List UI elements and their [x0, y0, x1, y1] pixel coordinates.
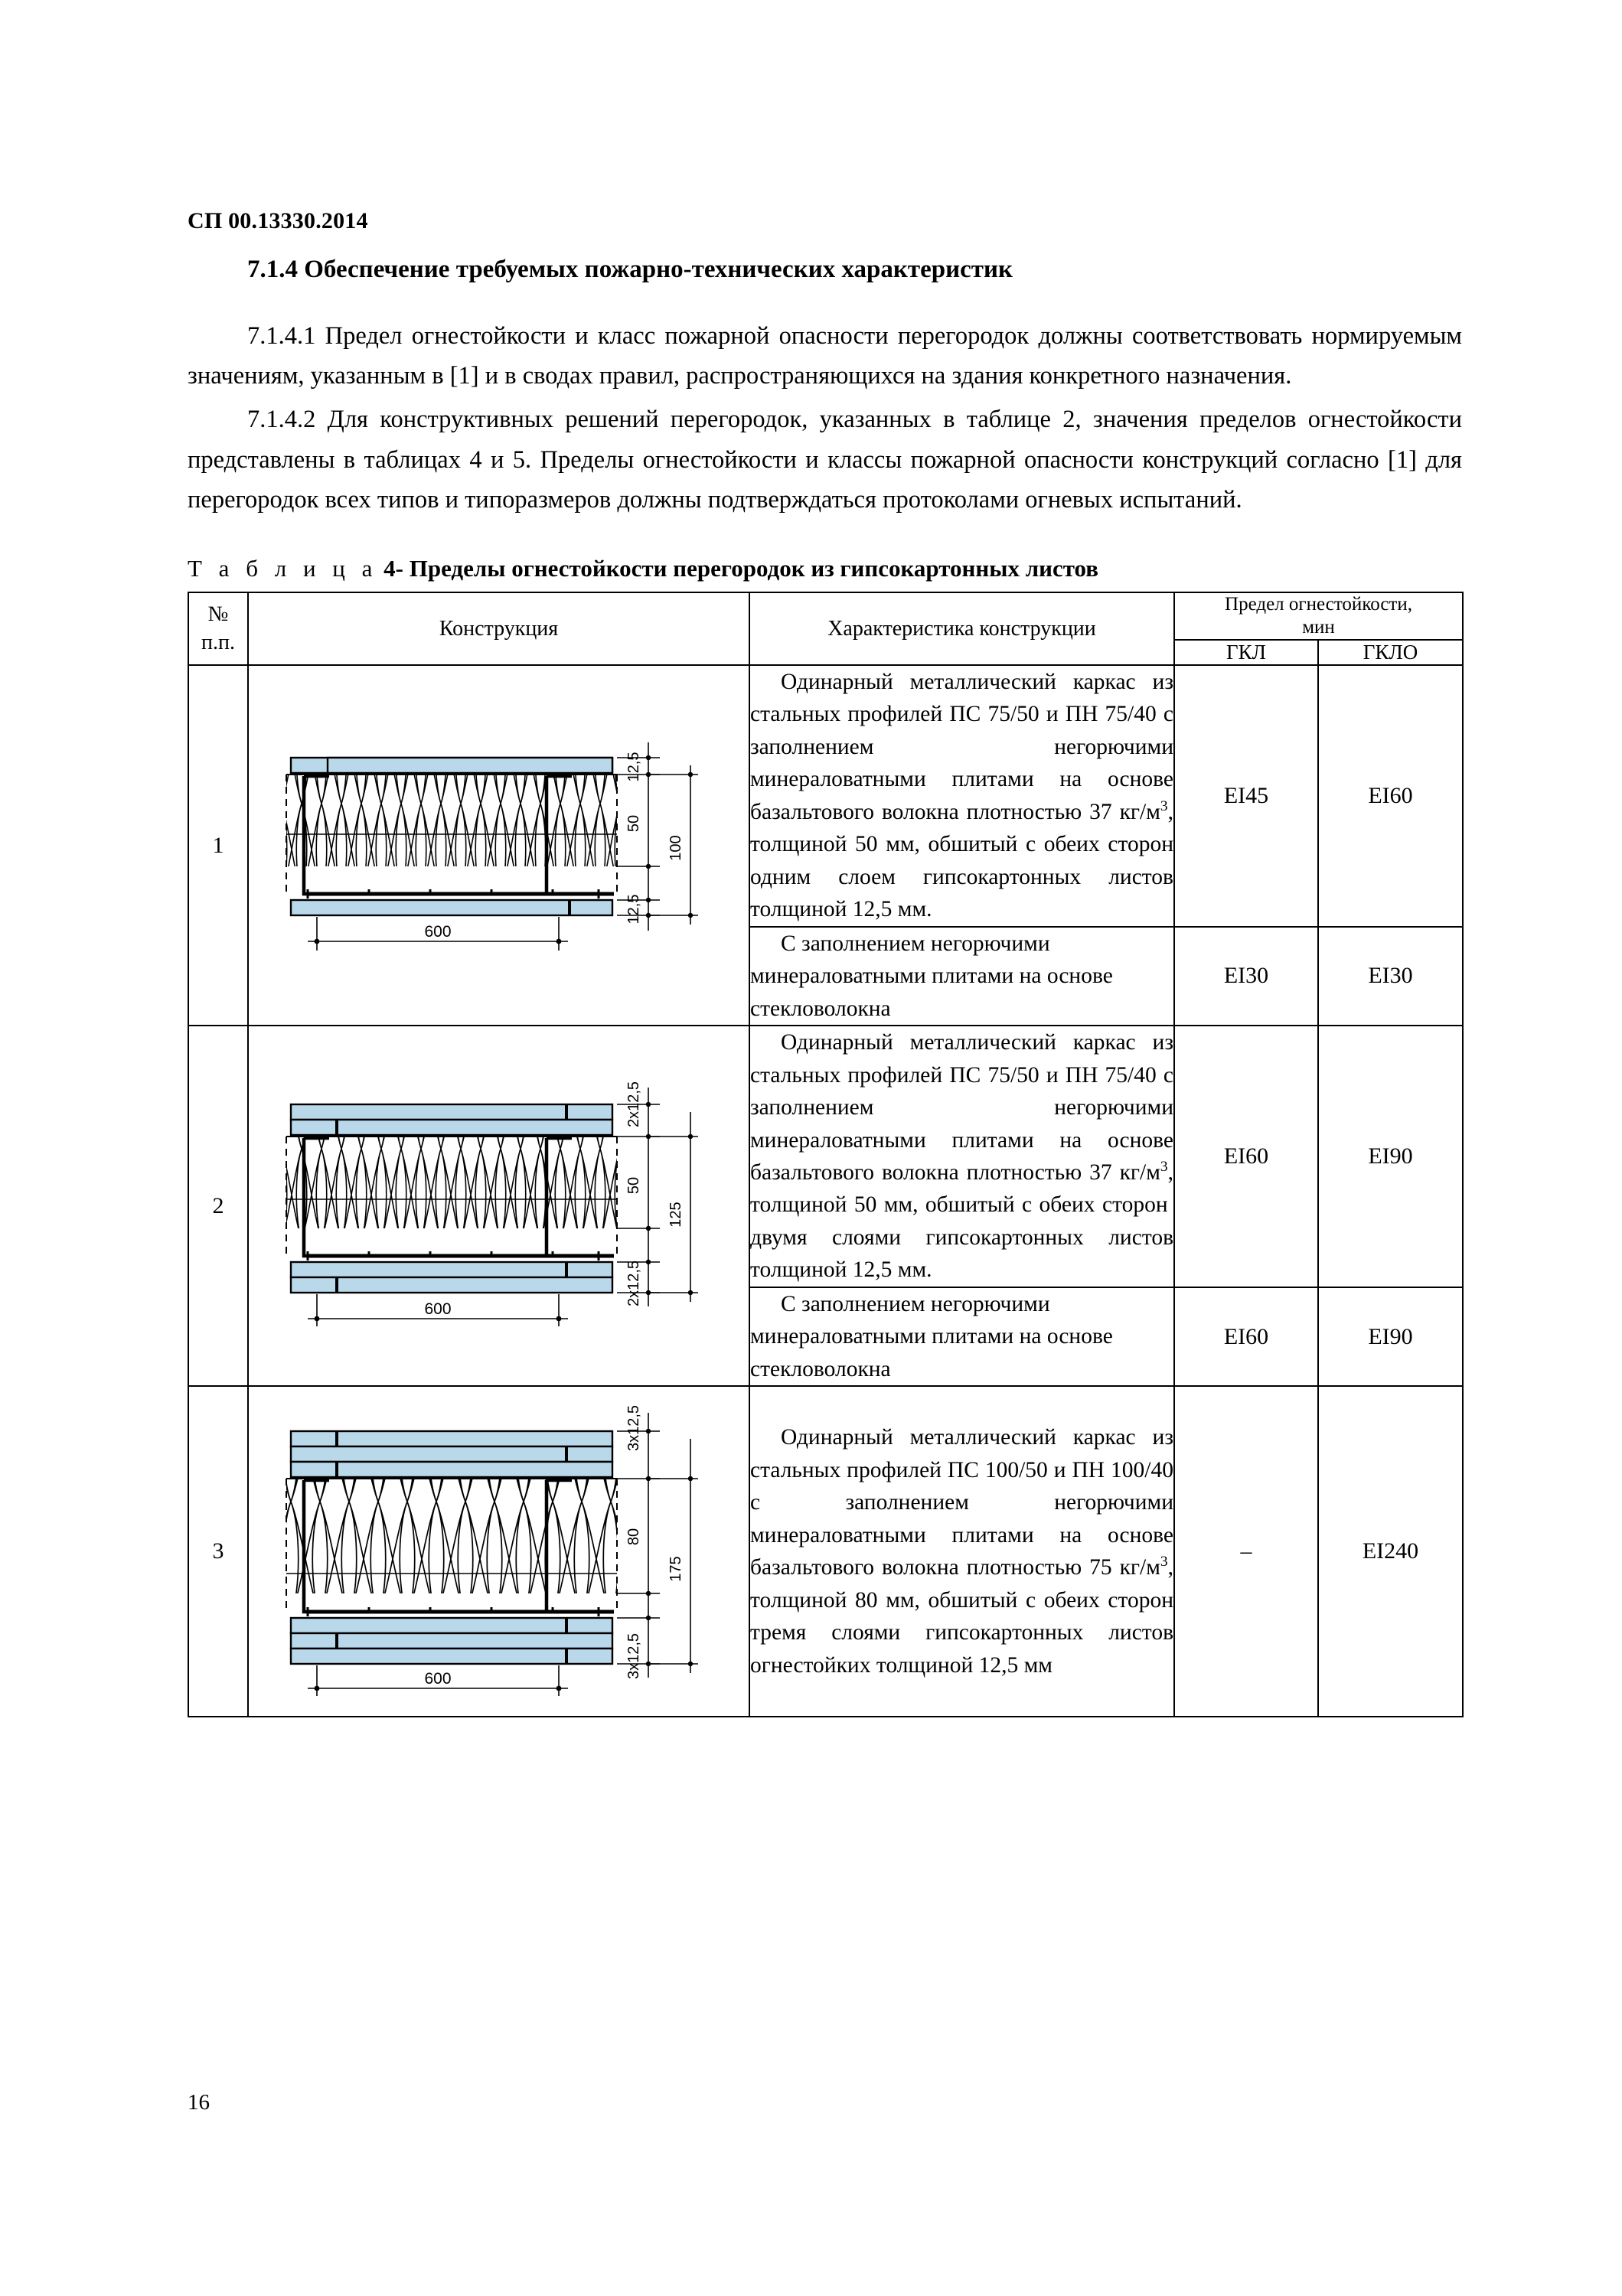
dim-bottom-2: 2х12,5	[625, 1260, 642, 1306]
characteristic-text: С заполнением негорючими минераловатными плитами на основе стекловолокна	[749, 1287, 1174, 1386]
table-caption	[188, 554, 1462, 582]
value-gklo: EI90	[1318, 1287, 1463, 1386]
header-fire-limit	[1174, 592, 1463, 640]
value-gklo: EI90	[1318, 1026, 1463, 1287]
drawing-wrapper	[249, 1387, 749, 1716]
construction-drawing-2	[248, 1026, 749, 1386]
dim-bottom-3: 3х12,5	[625, 1633, 642, 1680]
page-content	[188, 208, 1462, 1717]
table-row	[188, 665, 1463, 927]
construction-drawing-1	[248, 665, 749, 1026]
header-construction: Конструкция	[248, 592, 749, 665]
value-gkl: EI30	[1174, 927, 1318, 1026]
value-gklo: EI60	[1318, 665, 1463, 927]
page-number: 16	[188, 2090, 210, 2115]
table-row	[188, 1026, 1463, 1287]
header-gkl: ГКЛ	[1174, 640, 1318, 665]
partition-section-drawing-3	[262, 1387, 736, 1716]
table-head	[188, 592, 1463, 665]
dim-total-2: 125	[667, 1202, 684, 1228]
characteristic-text: Одинарный металлический каркас из стальных профилей ПС 100/50 и ПН 100/40 с заполнением негорючими минераловатными плитами на основе базальтового волокна плотностью 75 $кг/м^3$, толщиной 80 мм, обшитый с обеих сторон тремя слоями гипсокартонных листов огнестойких толщиной 12,5 мм	[749, 1386, 1174, 1717]
partition-section-drawing-2	[262, 1057, 736, 1355]
dim-mid-3: 80	[625, 1528, 642, 1546]
table-caption-dash: -	[395, 554, 403, 582]
table-caption-label: Т а б л и ц а	[188, 554, 378, 582]
drawing-wrapper	[249, 712, 749, 980]
table-caption-number: 4	[383, 554, 396, 582]
dim-mid-2: 50	[625, 1176, 642, 1194]
value-gkl: –	[1174, 1386, 1318, 1717]
dim-width-1: 600	[423, 922, 452, 941]
header-number-line2: п.п.	[201, 631, 235, 655]
dim-total-1: 100	[667, 834, 684, 861]
construction-drawing-3	[248, 1386, 749, 1717]
dim-top-1: 12,5	[625, 752, 642, 782]
drawing-wrapper	[249, 1057, 749, 1355]
row-number: 1	[188, 665, 248, 1026]
row-number: 3	[188, 1386, 248, 1717]
dim-top-2: 2х12,5	[625, 1081, 642, 1127]
header-fire-limit-line1: Предел огнестойкости,	[1225, 593, 1412, 615]
dim-mid-1: 50	[625, 814, 642, 832]
header-gklo: ГКЛО	[1318, 640, 1463, 665]
characteristic-text: Одинарный металлический каркас из стальных профилей ПС 75/50 и ПН 75/40 с заполнением негорючими минераловатными плитами на основе базальтового волокна плотностью 37 $кг/м^3$, толщиной 50 мм, обшитый с обеих сторон одним слоем гипсокартонных листов толщиной 12,5 мм.	[749, 665, 1174, 927]
value-gklo: EI240	[1318, 1386, 1463, 1717]
dim-bottom-1: 12,5	[625, 894, 642, 925]
characteristic-text: Одинарный металлический каркас из стальных профилей ПС 75/50 и ПН 75/40 с заполнением негорючими минераловатными плитами на основе базальтового волокна плотностью 37 $кг/м^3$, толщиной 50 мм, обшитый с обеих сторон двумя слоями гипсокартонных листов толщиной 12,5 мм.	[749, 1026, 1174, 1287]
partition-section-drawing-1	[262, 712, 736, 980]
header-number-line1: №	[207, 602, 229, 626]
value-gkl: EI60	[1174, 1026, 1318, 1287]
value-gkl: EI45	[1174, 665, 1318, 927]
header-fire-limit-line2: мин	[1302, 616, 1335, 638]
row-number: 2	[188, 1026, 248, 1386]
paragraph-7-1-4-2: 7.1.4.2 Для конструктивных решений перегородок, указанных в таблице 2, значения пределов огнестойкости представлены в таблицах 4 и 5. Пределы огнестойкости и классы пожарной опасности конструкций согласно [1] для перегородок всех типов и типоразмеров должны подтверждаться протоколами огневых испытаний.	[188, 405, 1462, 514]
value-gklo: EI30	[1318, 927, 1463, 1026]
value-gkl: EI60	[1174, 1287, 1318, 1386]
table-caption-title: Пределы огнестойкости перегородок из гипсокартонных листов	[409, 554, 1098, 582]
fire-resistance-table	[188, 592, 1464, 1717]
table-header-row-1	[188, 592, 1463, 640]
dim-total-3: 175	[667, 1556, 684, 1582]
dim-top-3: 3х12,5	[625, 1405, 642, 1452]
table-row	[188, 1386, 1463, 1717]
header-number	[188, 592, 248, 665]
characteristic-text: С заполнением негорючими минераловатными плитами на основе стекловолокна	[749, 927, 1174, 1026]
table-body	[188, 665, 1463, 1717]
section-heading: 7.1.4 Обеспечение требуемых пожарно-технических характеристик	[247, 256, 1013, 283]
paragraph-7-1-4-1: 7.1.4.1 Предел огнестойкости и класс пожарной опасности перегородок должны соответствовать нормируемым значениям, указанным в [1] и в сводах правил, распространяющихся на здания конкретного назначения.	[188, 321, 1462, 390]
dim-width-3: 600	[423, 1670, 452, 1688]
dim-width-2: 600	[423, 1300, 452, 1318]
header-characteristic: Характеристика конструкции	[749, 592, 1174, 665]
document-header: СП 00.13330.2014	[188, 208, 368, 233]
